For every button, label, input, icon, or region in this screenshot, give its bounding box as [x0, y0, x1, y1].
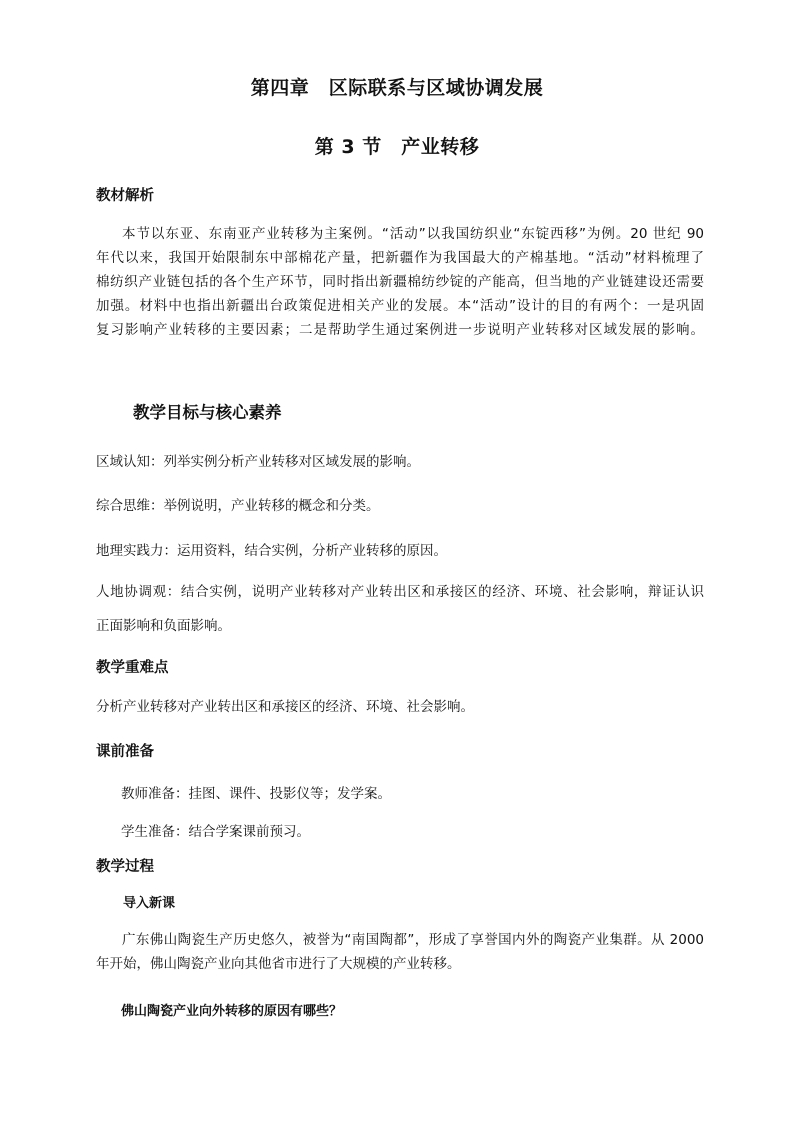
- intro-question: 佛山陶瓷产业向外转移的原因有哪些？: [121, 1004, 343, 1019]
- goal-item-thinking: 综合思维：举例说明，产业转移的概念和分类。: [96, 498, 380, 514]
- difficulty-heading: 教学重难点: [96, 660, 169, 676]
- intro-line: 年开始，佛山陶瓷产业向其他省市进行了大规模的产业转移。: [96, 956, 461, 972]
- intro-paragraph: [96, 928, 704, 976]
- prep-teacher: 教师准备：挂图、课件、投影仪等；发学案。: [121, 786, 391, 802]
- analysis-line: 复习影响产业转移的主要因素；二是帮助学生通过案例进一步说明产业转移对区域发展的影响。: [96, 322, 704, 338]
- prep-heading: 课前准备: [96, 744, 154, 760]
- difficulty-text: 分析产业转移对产业转出区和承接区的经济、环境、社会影响。: [96, 699, 474, 715]
- analysis-line: 加强。材料中也指出新疆出台政策促进相关产业的发展。本“活动”设计的目的有两个：一是巩固: [96, 298, 704, 314]
- prep-student: 学生准备：结合学案课前预习。: [121, 824, 310, 840]
- goal-line: 人地协调观：结合实例，说明产业转移对产业转出区和承接区的经济、环境、社会影响，辩证认识: [96, 584, 704, 600]
- goal-item-regional: 区域认知：列举实例分析产业转移对区域发展的影响。: [96, 454, 420, 470]
- analysis-paragraph: [96, 222, 704, 342]
- process-heading: 教学过程: [96, 859, 154, 875]
- analysis-heading: 教材解析: [96, 188, 154, 204]
- goal-item-harmony: [96, 580, 704, 638]
- intro-line: 广东佛山陶瓷生产历史悠久，被誉为“南国陶都”，形成了享誉国内外的陶瓷产业集群。从 2000: [122, 932, 704, 948]
- analysis-line: 棉纺织产业链包括的各个生产环节，同时指出新疆棉纺纱锭的产能高，但当地的产业链建设还需要: [96, 274, 704, 290]
- goals-heading: 教学目标与核心素养: [133, 403, 282, 422]
- goal-item-practice: 地理实践力：运用资料，结合实例，分析产业转移的原因。: [96, 543, 447, 559]
- section-title: 第 3 节 产业转移: [314, 136, 480, 158]
- goal-line: 正面影响和负面影响。: [96, 618, 231, 634]
- chapter-title: 第四章 区际联系与区域协调发展: [250, 77, 544, 99]
- analysis-line: 年代以来，我国开始限制东中部棉花产量，把新疆作为我国最大的产棉基地。“活动”材料梳理了: [96, 250, 704, 266]
- analysis-line: 本节以东亚、东南亚产业转移为主案例。“活动”以我国纺织业“东锭西移”为例。20 世纪 90: [122, 226, 704, 242]
- intro-heading: 导入新课: [123, 896, 176, 911]
